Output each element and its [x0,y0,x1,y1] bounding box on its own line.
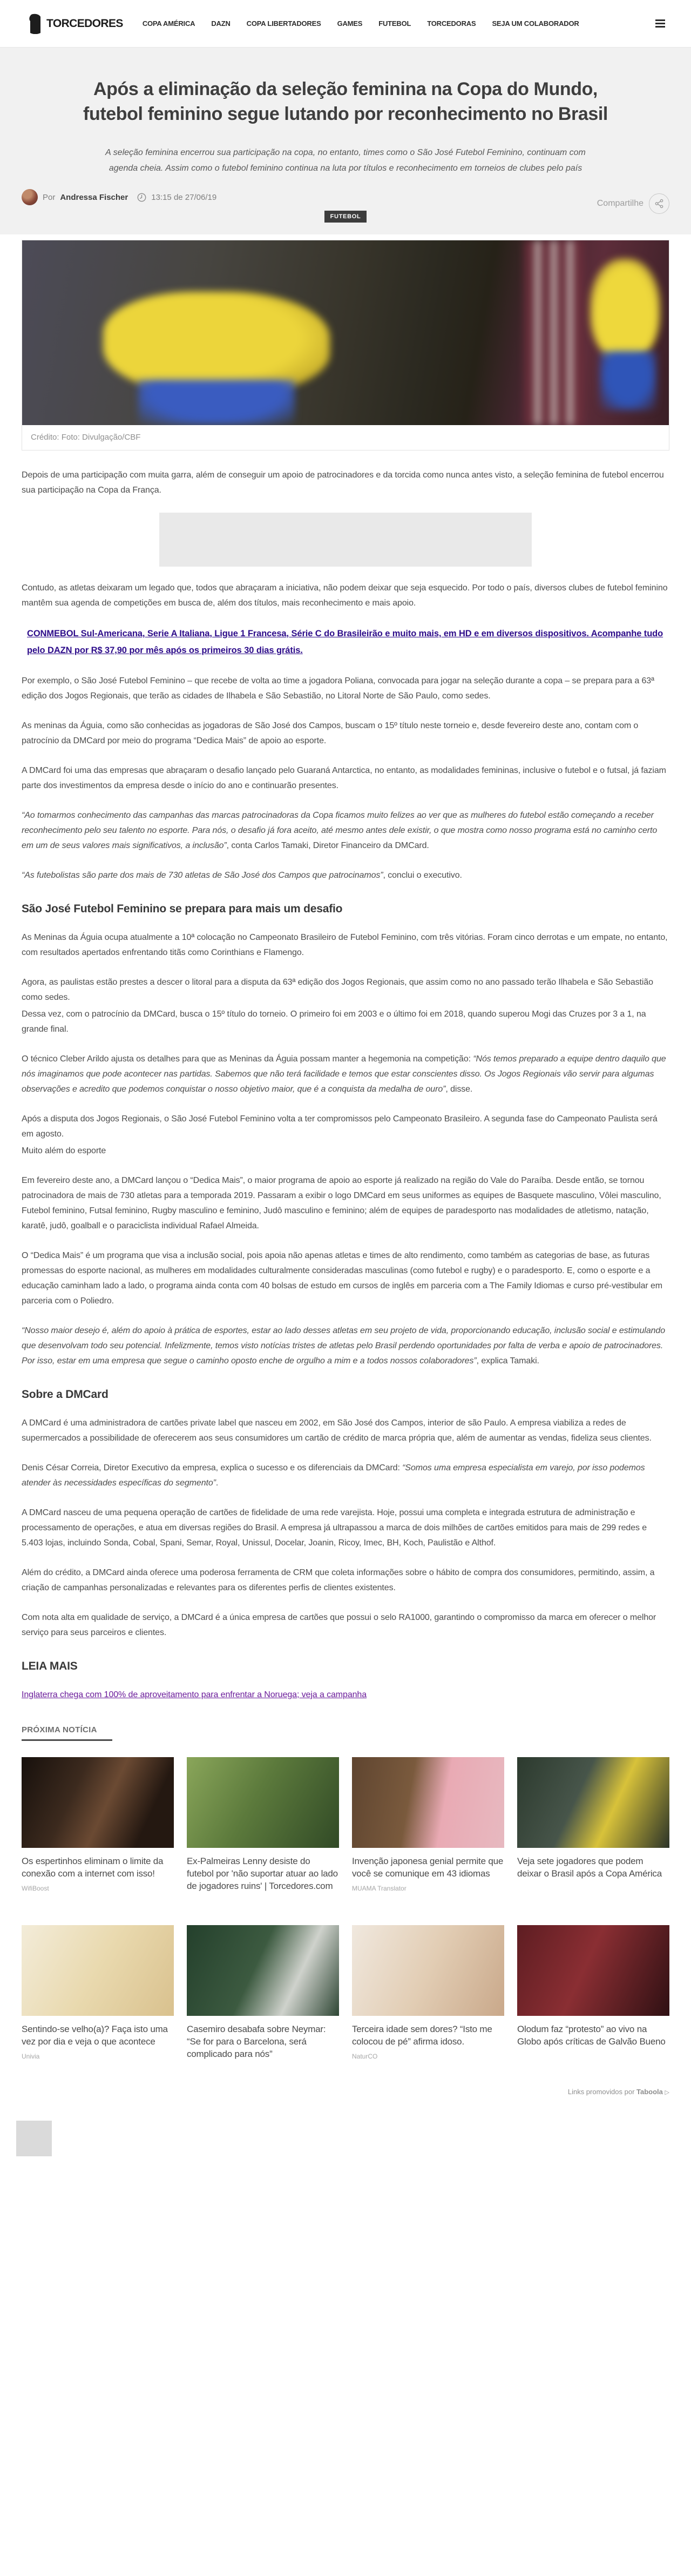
hamburger-icon [655,19,665,21]
article-paragraph: Depois de uma participação com muita garra, além de conseguir um apoio de patrocinadores e da torcida como nunca antes visto, a seleção feminina de futebol encerrou sua participação na Copa da França. [22,470,664,495]
related-card[interactable] [352,1925,504,2073]
nav-item[interactable]: FUTEBOL [378,19,411,28]
article-paragraph: Denis César Correia, Diretor Executivo da empresa, explica o sucesso e os diferenciais da DMCard: “Somos uma empresa especialista em varejo, por isso podemos atender às necessidades específicas do segmento”. [22,1463,645,1488]
article-paragraph: A DMCard nasceu de uma pequena operação de cartões de fidelidade de uma rede varejista. Hoje, possui uma completa e integrada estrutura de administração e processamento de operações, e atua em diversas regiões do Brasil. A empresa já ultrapassou a marca de dois milhões de cartões emitidos para mais de 299 redes e 5.403 lojas, incluindo Sonda, Cobal, Spani, Semar, Royal, Unissul, Docelar, Joanin, Ricoy, Imec, BH, Koch, Paulistão e Althof. [22,1508,647,1548]
byline-row [22,187,669,207]
related-card-title: Casemiro desabafa sobre Neymar: “Se for para o Barcelona, será complicado para nós” [187,2024,326,2059]
attribution-text: Links promovidos por [567,2088,635,2096]
author-avatar[interactable] [22,189,38,205]
link-paragraph [22,1687,669,1703]
related-section-label: PRÓXIMA NOTÍCIA [22,1725,97,1734]
section-heading: São José Futebol Feminino se prepara para mais um desafio [22,903,343,915]
related-grid [22,1757,669,2073]
related-card-source [517,2053,669,2060]
publish-time: 13:15 de 27/06/19 [151,192,217,202]
article-paragraph: “Nosso maior desejo é, além do apoio à prática de esportes, estar ao lado desses atletas em seu projeto de vida, proporcionando educação, inclusão social e estimulando que desenvolvam todo seu potencial. Infelizmente, temos visto notícias tristes de atletas pelo Brasil perdendo oportunidades por falta de verba e apoio de patrocinadores. Por isso, estar em uma empresa que segue o caminho oposto enche de orgulho a mim e a todos nossos colaboradores”, explica Tamaki. [22,1326,666,1366]
article-paragraph: As meninas da Águia, como são conhecidas as jogadoras de São José dos Campos, buscam o 15º título neste torneio e, desde fevereiro deste ano, contam com o patrocínio da DMCard por meio do programa “Dedica Mais” de apoio ao esporte. [22,721,639,745]
nav-item[interactable]: DAZN [211,19,231,28]
article-body [22,468,669,1703]
article-paragraph: Contudo, as atletas deixaram um legado que, todos que abraçaram a iniciativa, não podem deixar que seja esquecido. Por todo o país, diversos clubes de futebol feminino mantêm sua agenda de competições em busca de, além dos títulos, mais reconhecimento e mais apoio. [22,583,668,608]
hero-figure [22,240,669,450]
article-header [0,48,691,234]
article-paragraph: Em fevereiro deste ano, a DMCard lançou o “Dedica Mais”, o maior programa de apoio ao esporte já realizado na região do Vale do Paraíba. Desde então, se tornou patrocinadora de mais de 730 atletas para a temporada 2019. Passaram a exibir o logo DMCard em seus uniformes as equipes de Basquete masculino, Vôlei masculino, Futebol feminino, Futsal feminino, Rugby masculino e feminino, Judô masculino e feminino; além de equipes de paradesporto nas modalidades de atletismo, natação, karatê, judô, goalball e o paraciclista individual Rafael Almeida. [22,1176,661,1230]
clock-icon [137,193,146,202]
share-icon [654,199,664,208]
article-subtitle: A seleção feminina encerrou sua participação na copa, no entanto, times como o São José Futebol Feminino, continuam com agenda cheia. Assim como o futebol feminino continua na luta por títulos e reconhecimento em torneios de clubes pelo país [105,148,586,173]
related-card-image [352,1757,504,1848]
hero-image [22,240,669,425]
article-paragraph: Muito além do esporte [22,1146,106,1155]
taboola-attribution [22,2088,669,2096]
menu-button[interactable] [652,16,668,31]
author-link[interactable]: Andressa Fischer [60,192,128,202]
related-card-title: Olodum faz “protesto” ao vivo na Globo após críticas de Galvão Bueno [517,2024,666,2047]
article-paragraph: Além do crédito, a DMCard ainda oferece uma poderosa ferramenta de CRM que coleta informações sobre o hábito de compra dos consumidores, permitindo, assim, a criação de campanhas personalizadas e relevantes para os diferentes perfis de clientes existentes. [22,1568,655,1592]
related-card[interactable] [517,1757,669,1905]
related-card-source [187,2065,339,2073]
related-card-title: Veja sete jogadores que podem deixar o Brasil após a Copa América [517,1856,662,1879]
ad-placeholder-small [16,2121,52,2156]
hero-art [138,380,295,425]
article-paragraph: “Ao tomarmos conhecimento das campanhas das marcas patrocinadoras da Copa ficamos muito felizes ao ver que as mulheres do futebol estão começando a receber reconhecimento pelo seu talento no esporte. Para nós, o desafio já fora aceito, até mesmo antes dele existir, o que mostra como nosso programa está no caminho certo em um de seus valores mais significativos, a inclusão”, conta Carlos Tamaki, Diretor Financeiro da DMCard. [22,811,658,850]
related-card-image [187,1925,339,2016]
read-more-link[interactable]: Inglaterra chega com 100% de aproveitamento para enfrentar a Noruega; veja a campanha [22,1690,367,1699]
related-card-title: Ex-Palmeiras Lenny desiste do futebol por 'não suportar atuar ao lado de jogadores ruins' | Torcedores.com [187,1856,338,1891]
share-button[interactable] [649,193,669,214]
nav-item[interactable]: TORCEDORAS [427,19,476,28]
related-card-image [517,1757,669,1848]
related-card-image [517,1925,669,2016]
ad-placeholder [159,513,532,567]
article-paragraph: A DMCard foi uma das empresas que abraçaram o desafio lançado pelo Guaraná Antarctica, no entanto, as modalidades femininas, inclusive o futebol e o futsal, já faziam parte dos investimentos da empresa desde o início do ano e continuarão presentes. [22,766,666,790]
hero-art [524,240,584,425]
article-paragraph: O técnico Cleber Arildo ajusta os detalhes para que as Meninas da Águia possam manter a hegemonia na competição: “Nós temos preparado a equipe dentro daquilo que nós imaginamos que pode acontecer nas partidas. Sabemos que não terá facilidade e temos que estar conscientes disso. Os Jogos Regionais vão servir para algumas observações e acredito que podemos conquistar o nosso objetivo maior, que é a conquista da medalha de ouro”, disse. [22,1054,666,1094]
related-card-title: Sentindo-se velho(a)? Faça isto uma vez por dia e veja o que acontece [22,2024,168,2047]
article-paragraph: Após a disputa dos Jogos Regionais, o São José Futebol Feminino volta a ter compromissos pelo Campeonato Brasileiro. A segunda fase do Campeonato Paulista será em agosto. [22,1114,658,1139]
article-paragraph: Agora, as paulistas estão prestes a descer o litoral para a disputa da 63ª edição dos Jogos Regionais, que assim como no ano passado terão Ilhabela e São Sebastião como sedes. [22,978,653,1002]
article-paragraph: Por exemplo, o São José Futebol Feminino – que recebe de volta ao time a jogadora Poliana, convocada para jogar na seleção durante a copa – se prepara para a 63ª edição dos Jogos Regionais, que terão as cidades de Ilhabela e São Sebastião, no Litoral Norte de São Paulo, como sedes. [22,676,654,701]
hero-art [600,351,656,411]
section-heading: LEIA MAIS [22,1660,78,1672]
link-paragraph [22,625,669,659]
nav-item[interactable]: COPA LIBERTADORES [246,19,321,28]
related-card[interactable] [187,1757,339,1905]
top-navbar [0,0,691,48]
category-tag[interactable]: FUTEBOL [324,211,367,223]
related-card[interactable] [22,1925,174,2073]
article-paragraph: “As futebolistas são parte dos mais de 730 atletas de São José dos Campos que patrocinamos”, conclui o executivo. [22,871,462,880]
related-card-image [187,1757,339,1848]
related-card-image [22,1757,174,1848]
hero-art [590,259,660,361]
byline-prefix: Por [43,192,56,202]
main-nav [143,19,579,28]
related-card-title: Os espertinhos eliminam o limite da conexão com a internet com isso! [22,1856,164,1879]
related-card[interactable] [517,1925,669,2073]
related-card-source: MUAMA Translator [352,1885,407,1892]
article-paragraph: Com nota alta em qualidade de serviço, a DMCard é a única empresa de cartões que possui o selo RA1000, garantindo o compromisso da marca em oferecer o melhor serviço para seus parceiros e clientes. [22,1613,656,1637]
related-card-title: Invenção japonesa genial permite que você se comunique em 43 idiomas [352,1856,504,1879]
nav-item[interactable]: GAMES [337,19,363,28]
related-card-image [352,1925,504,2016]
article-paragraph: As Meninas da Águia ocupa atualmente a 10ª colocação no Campeonato Brasileiro de Futebol Feminino, com três vitórias. Foram cinco derrotas e um empate, no entanto, com resultados apertados enfrentando titãs como Corinthians e Flamengo. [22,933,668,957]
hero-art [133,268,295,306]
related-section-underline [22,1739,112,1741]
nav-item[interactable]: COPA AMÉRICA [142,19,195,28]
related-card[interactable] [352,1757,504,1905]
related-card-source: NaturCO [352,2053,378,2060]
taboola-logo[interactable]: Taboola [636,2088,663,2096]
related-card-source [517,1885,669,1892]
taboola-triangle-icon: ▷ [665,2089,669,2096]
section-heading: Sobre a DMCard [22,1388,109,1401]
article-paragraph: A DMCard é uma administradora de cartões private label que nasceu em 2002, em São José dos Campos, interior de são Paulo. A empresa viabiliza a redes de supermercados a possibilidade de oferecerem aos seus consumidores um cartão de crédito de marca própria que, além de aumentar as vendas, fideliza seus clientes. [22,1418,652,1443]
site-logo-text: TORCEDORES [46,17,123,30]
dazn-promo-link[interactable]: CONMEBOL Sul-Americana, Serie A Italiana, Ligue 1 Francesa, Série C do Brasileirão e muito mais, em HD e em diversos dispositivos. Acompanhe tudo pelo DAZN por R$ 37,90 por mês após os primeiros 30 dias grátis. [27,629,663,655]
article-paragraph: O “Dedica Mais” é um programa que visa a inclusão social, pois apoia não apenas atletas e times de alto rendimento, como também as categorias de base, as futuras promessas do esporte nacional, as mulheres em modalidades culturalmente consideradas masculinas (como futebol e rugby) e o paradesporto. E, como o esporte e a educação caminham lado a lado, o programa ainda conta com 40 bolsas de estudo em cursos de inglês em parceria com a The Family Idiomas e curso pré-vestibular em parceria com o Poliedro. [22,1251,662,1306]
site-logo[interactable] [28,14,123,34]
nav-item[interactable]: SEJA UM COLABORADOR [492,19,579,28]
related-card-source: Univia [22,2053,40,2060]
related-card-source [187,1897,339,1905]
share-widget [597,193,669,214]
related-card-image [22,1925,174,2016]
article-paragraph: Dessa vez, com o patrocínio da DMCard, busca o 15º título do torneio. O primeiro foi em 2003 e o último foi em 2018, quando superou Mogi das Cruzes por 3 a 1, na grande final. [22,1010,646,1034]
related-card[interactable] [187,1925,339,2073]
share-label: Compartilhe [597,199,643,208]
page-title: Após a eliminação da seleção feminina na Copa do Mundo, futebol feminino segue lutando por reconhecimento no Brasil [83,79,608,124]
hero-art [103,292,330,394]
torcedores-logo-icon [28,14,42,34]
image-credit: Crédito: Foto: Divulgação/CBF [22,425,669,450]
related-card[interactable] [22,1757,174,1905]
related-card-title: Terceira idade sem dores? “Isto me colocou de pé” afirma idoso. [352,2024,492,2047]
related-card-source: WifiBoost [22,1885,49,1892]
related-section [22,1725,669,2096]
